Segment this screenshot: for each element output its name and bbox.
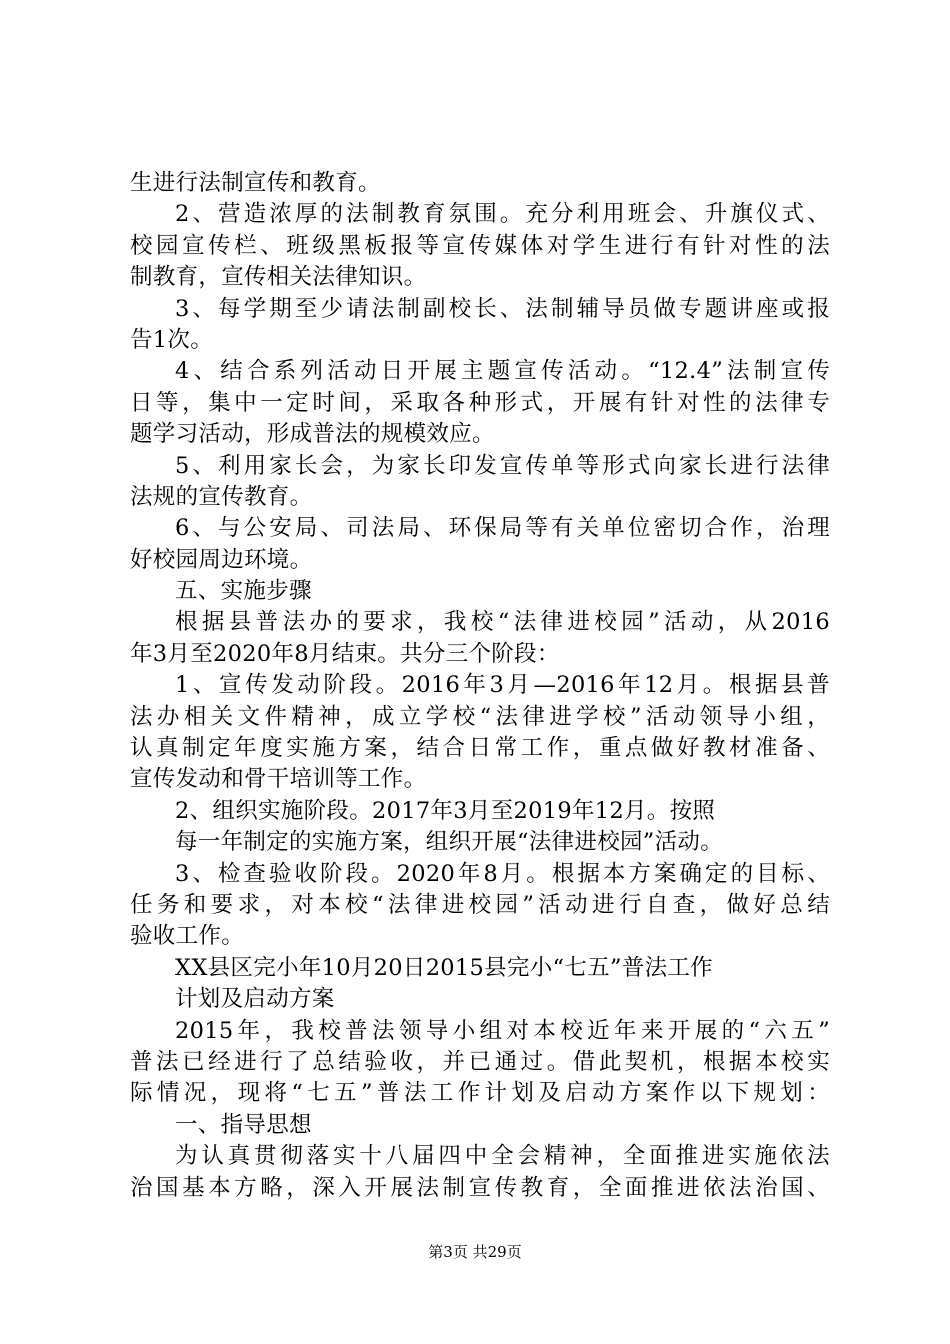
text-line: 1、宣传发动阶段。2016年3月—2016年12月。根据县普 bbox=[175, 672, 830, 699]
text-line: 日等，集中一定时间，采取各种形式，开展有针对性的法律专 bbox=[130, 389, 830, 416]
text-line: 3、每学期至少请法制副校长、法制辅导员做专题讲座或报 bbox=[175, 295, 830, 322]
text-line: 法规的宣传教育。 bbox=[130, 483, 313, 510]
text-line: 6、与公安局、司法局、环保局等有关单位密切合作，治理 bbox=[175, 515, 830, 542]
text-line: 为认真贯彻落实十八届四中全会精神，全面推进实施依法 bbox=[175, 1143, 830, 1170]
text-line: 2015年，我校普法领导小组对本校近年来开展的“六五” bbox=[175, 1017, 830, 1044]
text-line: 每一年制定的实施方案，组织开展“法律进校园”活动。 bbox=[175, 829, 724, 856]
text-line: 2、组织实施阶段。2017年3月至2019年12月。按照 bbox=[175, 797, 716, 824]
text-line: 制教育，宣传相关法律知识。 bbox=[130, 264, 427, 291]
text-line: 4、结合系列活动日开展主题宣传活动。“12.4”法制宣传 bbox=[175, 358, 830, 385]
text-line: 治国基本方略，深入开展法制宣传教育，全面推进依法治国、 bbox=[130, 1174, 830, 1201]
text-line: 告1次。 bbox=[130, 326, 214, 353]
text-line: 好校园周边环境。 bbox=[130, 546, 313, 573]
text-line: 际情况，现将“七五”普法工作计划及启动方案作以下规划： bbox=[130, 1080, 830, 1107]
text-line: 普法已经进行了总结验收，并已通过。借此契机，根据本校实 bbox=[130, 1048, 830, 1075]
text-line: 五、实施步骤 bbox=[175, 578, 312, 605]
text-line: 2、营造浓厚的法制教育氛围。充分利用班会、升旗仪式、 bbox=[175, 201, 830, 228]
text-line: 3、检查验收阶段。2020年8月。根据本方案确定的目标、 bbox=[175, 860, 830, 887]
text-line: 宣传发动和骨干培训等工作。 bbox=[130, 766, 427, 793]
text-line: 根据县普法办的要求，我校“法律进校园”活动，从2016 bbox=[175, 609, 830, 636]
text-line: 认真制定年度实施方案，结合日常工作，重点做好教材准备、 bbox=[130, 735, 830, 762]
text-line: 题学习活动，形成普法的规模效应。 bbox=[130, 421, 495, 448]
text-line: 计划及启动方案 bbox=[175, 986, 335, 1013]
text-line: 法办相关文件精神，成立学校“法律进学校”活动领导小组， bbox=[130, 703, 830, 730]
page-footer: 第3页 共29页 bbox=[428, 1243, 522, 1261]
text-line: 5、利用家长会，为家长印发宣传单等形式向家长进行法律 bbox=[175, 452, 830, 479]
text-line: 校园宣传栏、班级黑板报等宣传媒体对学生进行有针对性的法 bbox=[130, 232, 830, 259]
text-line: 一、指导思想 bbox=[175, 1111, 312, 1138]
text-line: 年3月至2020年8月结束。共分三个阶段： bbox=[130, 640, 560, 667]
document-body bbox=[130, 168, 830, 1204]
text-line: 生进行法制宣传和教育。 bbox=[130, 170, 381, 196]
text-line: 任务和要求，对本校“法律进校园”活动进行自查，做好总结 bbox=[130, 891, 830, 918]
text-line: XX县区完小年10月20日2015县完小“七五”普法工作 bbox=[175, 954, 713, 981]
text-line: 验收工作。 bbox=[130, 923, 245, 950]
